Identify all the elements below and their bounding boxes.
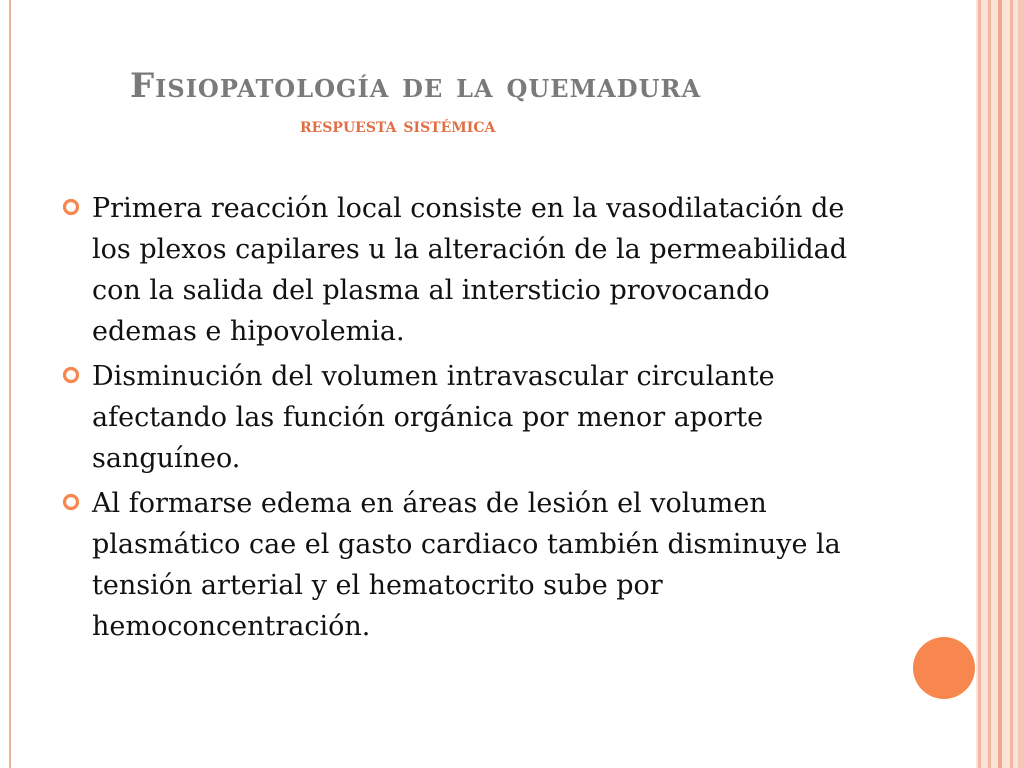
- decorative-stripe: [978, 0, 981, 768]
- decorative-stripe: [988, 0, 991, 768]
- bullet-text: Al formarse edema en áreas de lesión el volumen plasmático cae el gasto cardiaco también disminuye la tensión arterial y el hematocrito sube por hemoconcentración.: [92, 488, 841, 642]
- accent-circle: [913, 637, 975, 699]
- ring-bullet-icon: [62, 493, 80, 511]
- bullet-text: Disminución del volumen intravascular circulante afectando las función orgánica por menor aporte sanguíneo.: [92, 361, 775, 474]
- decorative-stripe: [1018, 0, 1024, 768]
- bullet-list: [62, 188, 872, 651]
- slide-title: Fisiopatología de la quemadura: [130, 66, 702, 106]
- ring-bullet-icon: [62, 366, 80, 384]
- left-border-line: [9, 0, 11, 768]
- list-item: [62, 483, 872, 647]
- list-item: [62, 188, 872, 352]
- slide-subtitle: respuesta sistémica: [300, 113, 496, 137]
- ring-bullet-icon: [62, 198, 80, 216]
- decorative-stripe: [1010, 0, 1013, 768]
- bullet-text: Primera reacción local consiste en la vasodilatación de los plexos capilares u la alteración de la permeabilidad con la salida del plasma al intersticio provocando edemas e hipovolemia.: [92, 193, 848, 347]
- list-item: [62, 356, 872, 479]
- title-block: [130, 62, 910, 140]
- decorative-stripe: [998, 0, 1002, 768]
